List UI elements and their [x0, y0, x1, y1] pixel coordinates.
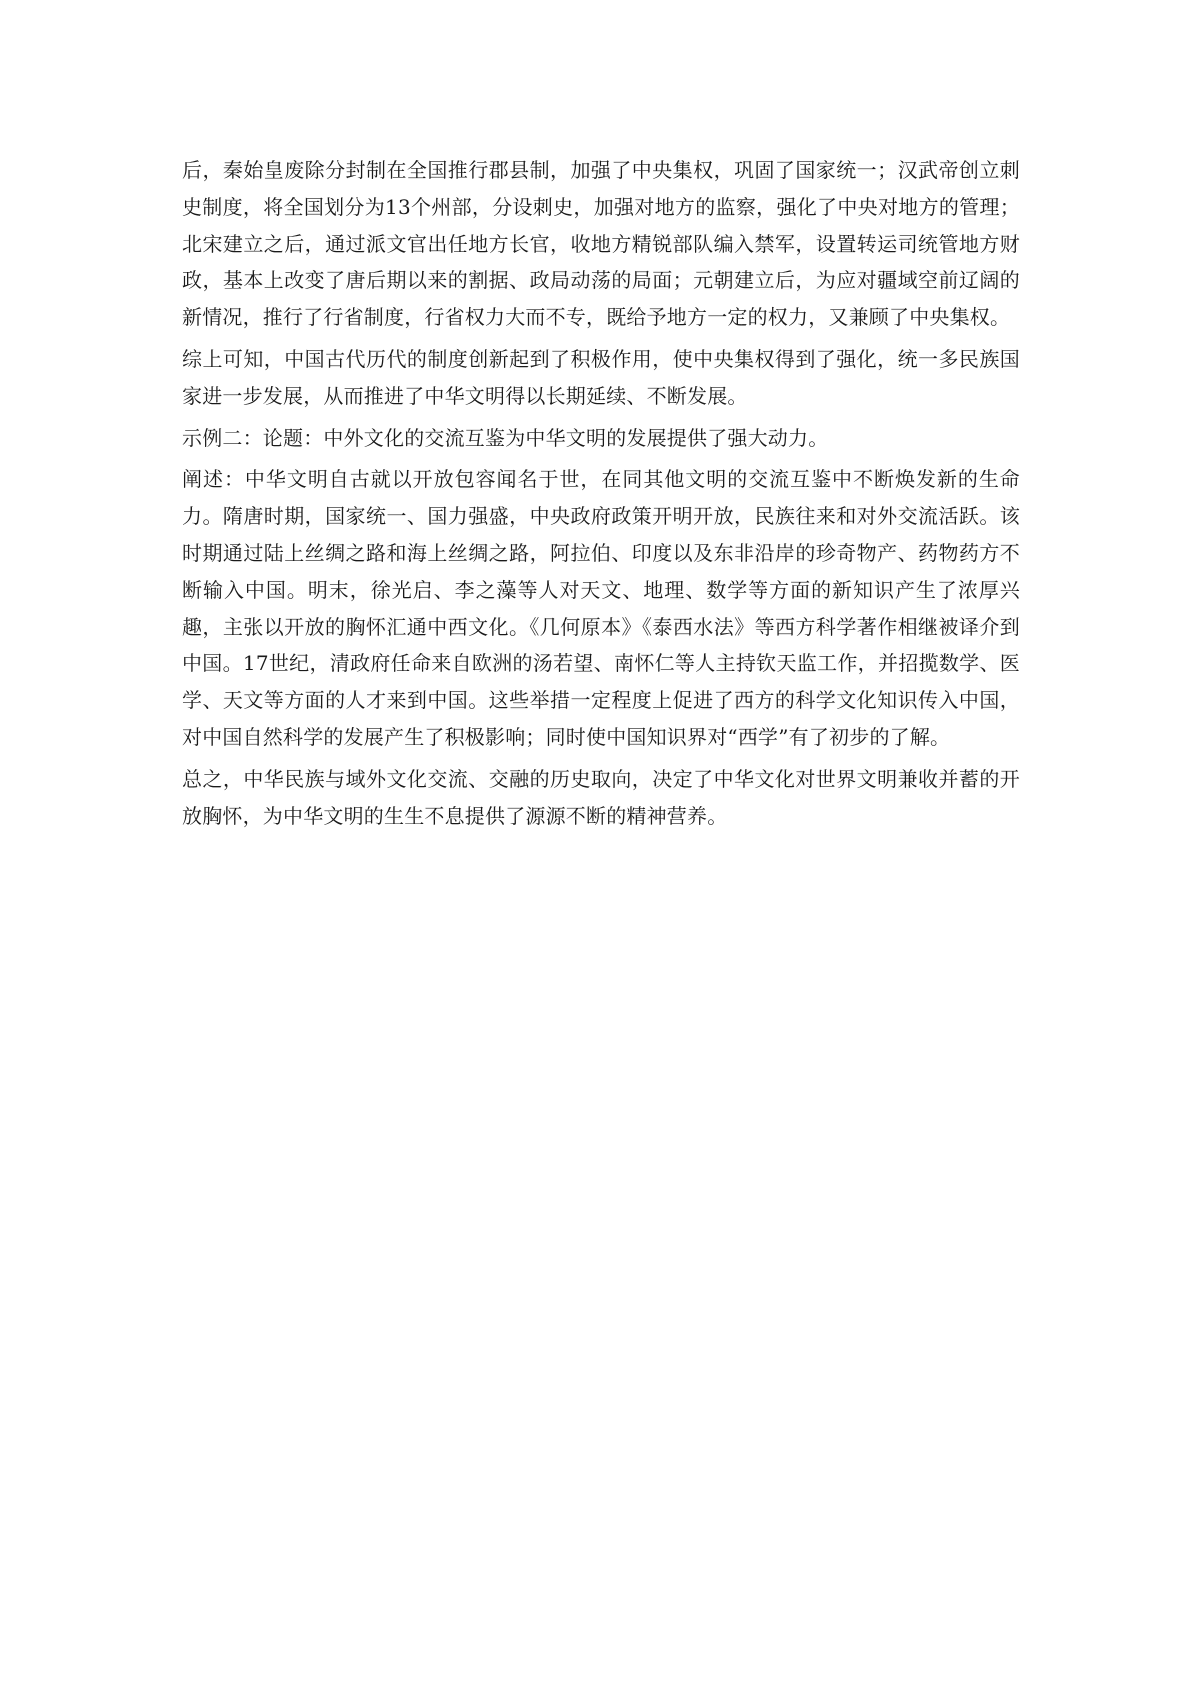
- paragraph-summary-one: 综上可知，中国古代历代的制度创新起到了积极作用，使中央集权得到了强化，统一多民族国家进一步发展，从而推进了中华文明得以长期延续、不断发展。: [182, 346, 1020, 408]
- paragraph-centralization-history: 后，秦始皇废除分封制在全国推行郡县制，加强了中央集权，巩固了国家统一；汉武帝创立刺史制度，将全国划分为13个州部，分设刺史，加强对地方的监察，强化了中央对地方的管理；北宋建立之后，通过派文官出任地方长官，收地方精锐部队编入禁军，设置转运司统管地方财政，基本上改变了唐后期以来的割据、政局动荡的局面；元朝建立后，为应对疆域空前辽阔的新情况，推行了行省制度，行省权力大而不专，既给予地方一定的权力，又兼顾了中央集权。: [182, 158, 1020, 330]
- paragraph-exchange-explanation: 阐述：中华文明自古就以开放包容闻名于世，在同其他文明的交流互鉴中不断焕发新的生命力。隋唐时期，国家统一、国力强盛，中央政府政策开明开放，民族往来和对外交流活跃。该时期通过陆上丝绸之路和海上丝绸之路，阿拉伯、印度以及东非沿岸的珍奇物产、药物药方不断输入中国。明末，徐光启、李之藻等人对天文、地理、数学等方面的新知识产生了浓厚兴趣，主张以开放的胸怀汇通中西文化。《几何原本》《泰西水法》等西方科学著作相继被译介到中国。17世纪，清政府任命来自欧洲的汤若望、南怀仁等人主持钦天监工作，并招揽数学、医学、天文等方面的人才来到中国。这些举措一定程度上促进了西方的科学文化知识传入中国，对中国自然科学的发展产生了积极影响；同时使中国知识界对“西学”有了初步的了解。: [182, 467, 1020, 749]
- document-body: [182, 152, 1020, 839]
- paragraph-summary-two: 总之，中华民族与域外文化交流、交融的历史取向，决定了中华文化对世界文明兼收并蓄的开放胸怀，为中华文明的生生不息提供了源源不断的精神营养。: [182, 766, 1020, 828]
- paragraph-example-two-topic: 示例二：论题：中外文化的交流互鉴为中华文明的发展提供了强大动力。: [182, 425, 829, 450]
